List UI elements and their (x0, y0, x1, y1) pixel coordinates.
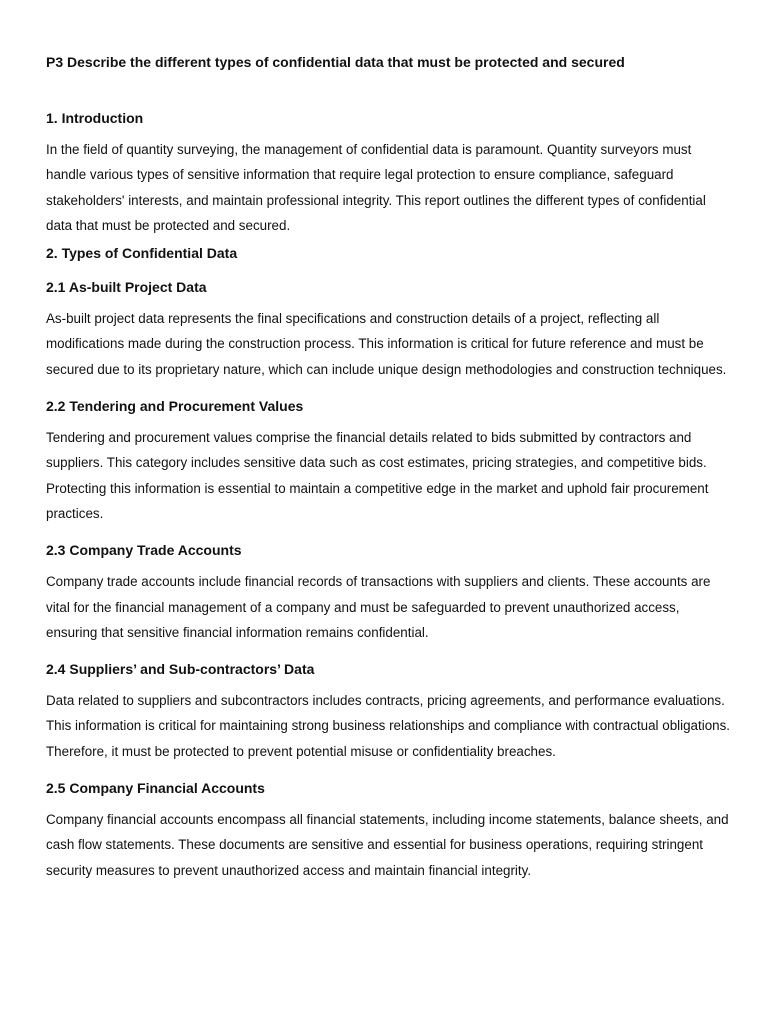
section-heading: 2.3 Company Trade Accounts (46, 542, 242, 559)
section-heading: 2.2 Tendering and Procurement Values (46, 398, 304, 415)
document-title: P3 Describe the different types of confidential data that must be protected and secured (46, 54, 625, 70)
section-financial-accounts (46, 778, 730, 883)
section-heading: 2.5 Company Financial Accounts (46, 780, 265, 797)
types-heading: 2. Types of Confidential Data (46, 245, 238, 262)
section-paragraph: Company financial accounts encompass all financial statements, including income statements, balance sheets, and cash flow statements. These documents are sensitive and essential for business operations, requiring stringent security measures to prevent unauthorized access and maintain financial integrity. (46, 812, 729, 878)
section-heading: 2.1 As-built Project Data (46, 279, 207, 296)
section-paragraph: Company trade accounts include financial records of transactions with suppliers and clients. These accounts are vital for the financial management of a company and must be safeguarded to prevent unauthorized access, ensuring that sensitive financial information remains confidential. (46, 574, 711, 640)
section-suppliers (46, 659, 730, 764)
section-tendering (46, 396, 730, 526)
section-paragraph: Data related to suppliers and subcontractors includes contracts, pricing agreements, and performance evaluations. This information is critical for maintaining strong business relationships and compliance with contractual obligations. Therefore, it must be protected to prevent potential misuse or confidentiality breaches. (46, 693, 731, 759)
section-heading: 2.4 Suppliers’ and Sub-contractors’ Data (46, 661, 315, 678)
section-as-built (46, 277, 730, 382)
section-paragraph: As-built project data represents the final specifications and construction details of a project, reflecting all modifications made during the construction process. This information is critical for future reference and must be secured due to its proprietary nature, which can include unique design methodologies and construction techniques. (46, 311, 727, 377)
introduction-paragraph: In the field of quantity surveying, the management of confidential data is paramount. Quantity surveyors must handle various types of sensitive information that require legal protection to ensure compliance, safeguard stakeholders' interests, and maintain professional integrity. This report outlines the different types of confidential data that must be protected and secured. (46, 142, 706, 233)
section-trade-accounts (46, 540, 730, 645)
document-page (46, 52, 730, 883)
introduction-heading: 1. Introduction (46, 110, 144, 126)
section-paragraph: Tendering and procurement values comprise the financial details related to bids submitted by contractors and suppliers. This category includes sensitive data such as cost estimates, pricing strategies, and competitive bids. Protecting this information is essential to maintain a competitive edge in the market and uphold fair procurement practices. (46, 430, 709, 521)
